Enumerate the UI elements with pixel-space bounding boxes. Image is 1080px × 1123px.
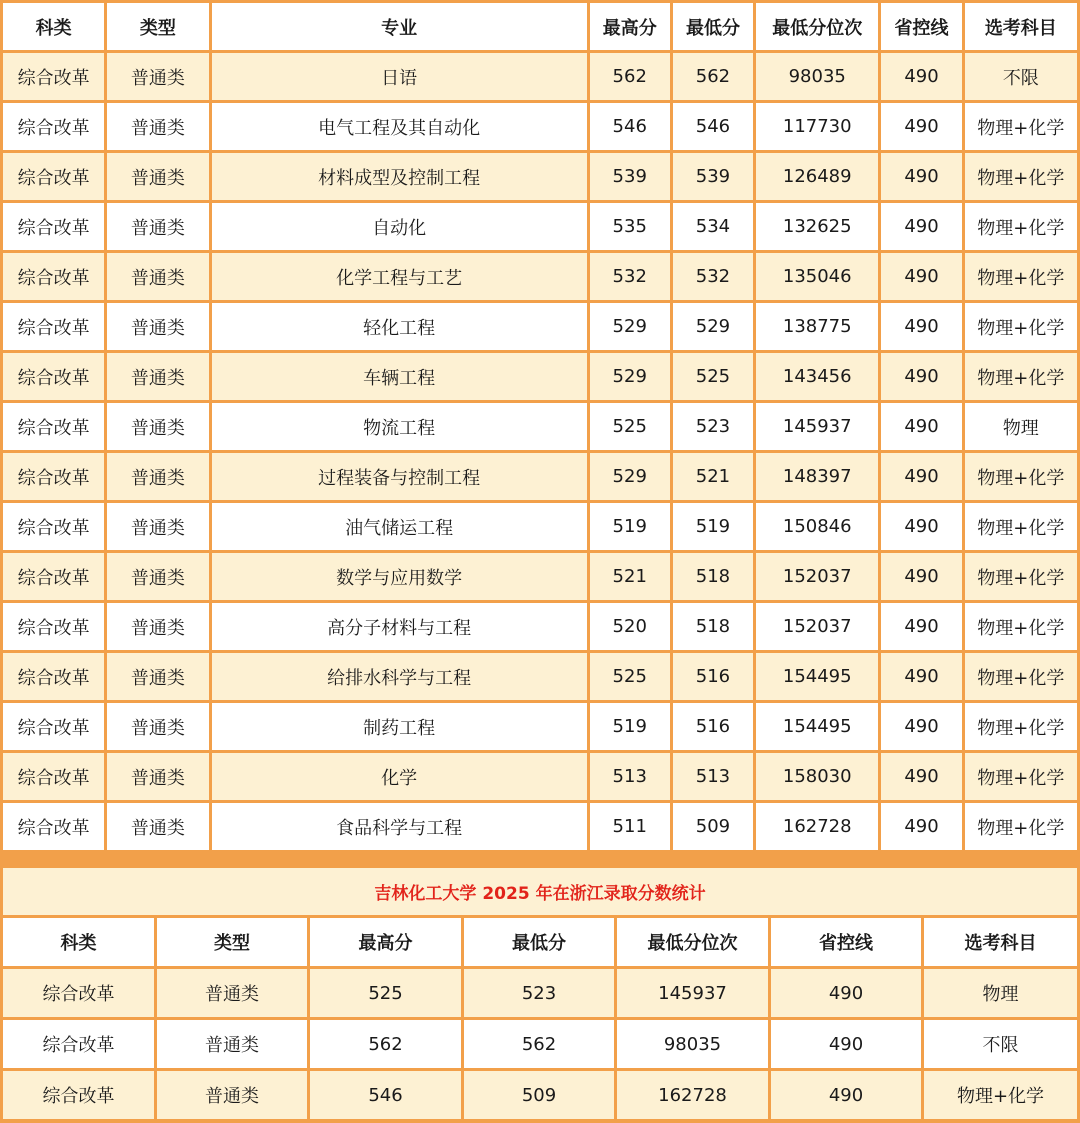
cell-control-line: 490 — [881, 703, 961, 750]
cell-subjects: 物理+化学 — [965, 153, 1077, 200]
summary-header-min-rank: 最低分位次 — [617, 918, 768, 966]
cell-type: 普通类 — [107, 103, 208, 150]
summary-table-header-row — [3, 918, 1077, 966]
table-row — [3, 969, 1077, 1017]
major-table-header-row — [3, 3, 1077, 50]
cell-min-rank: 98035 — [617, 1020, 768, 1068]
cell-category: 综合改革 — [3, 203, 104, 250]
cell-min-score: 521 — [673, 453, 753, 500]
header-major: 专业 — [212, 3, 587, 50]
cell-major: 物流工程 — [212, 403, 587, 450]
cell-control-line: 490 — [881, 403, 961, 450]
cell-max-score: 525 — [310, 969, 461, 1017]
summary-header-category: 科类 — [3, 918, 154, 966]
header-max-score: 最高分 — [590, 3, 670, 50]
cell-major: 轻化工程 — [212, 303, 587, 350]
cell-min-rank: 138775 — [756, 303, 878, 350]
summary-header-control-line: 省控线 — [771, 918, 921, 966]
cell-category: 综合改革 — [3, 303, 104, 350]
table-row — [3, 603, 1077, 650]
cell-subjects: 不限 — [965, 53, 1077, 100]
cell-category: 综合改革 — [3, 53, 104, 100]
cell-control-line: 490 — [881, 803, 961, 850]
cell-major: 自动化 — [212, 203, 587, 250]
cell-subjects: 物理+化学 — [965, 303, 1077, 350]
cell-subjects: 物理+化学 — [965, 603, 1077, 650]
table-row — [3, 653, 1077, 700]
cell-min-score: 562 — [673, 53, 753, 100]
table-row — [3, 303, 1077, 350]
cell-control-line: 490 — [881, 303, 961, 350]
cell-type: 普通类 — [107, 603, 208, 650]
cell-min-rank: 148397 — [756, 453, 878, 500]
cell-type: 普通类 — [107, 653, 208, 700]
table-row — [3, 253, 1077, 300]
cell-max-score: 521 — [590, 553, 670, 600]
table-row — [3, 753, 1077, 800]
cell-category: 综合改革 — [3, 253, 104, 300]
cell-type: 普通类 — [157, 969, 307, 1017]
cell-control-line: 490 — [881, 453, 961, 500]
cell-category: 综合改革 — [3, 753, 104, 800]
cell-control-line: 490 — [881, 253, 961, 300]
cell-min-rank: 152037 — [756, 553, 878, 600]
cell-major: 制药工程 — [212, 703, 587, 750]
cell-major: 油气储运工程 — [212, 503, 587, 550]
cell-subjects: 物理 — [965, 403, 1077, 450]
cell-subjects: 物理 — [924, 969, 1077, 1017]
cell-min-rank: 143456 — [756, 353, 878, 400]
table-row — [3, 203, 1077, 250]
table-row — [3, 453, 1077, 500]
summary-score-table — [0, 915, 1080, 1122]
summary-title: 吉林化工大学 2025 年在浙江录取分数统计 — [3, 868, 1077, 915]
header-category: 科类 — [3, 3, 104, 50]
cell-min-score: 546 — [673, 103, 753, 150]
cell-category: 综合改革 — [3, 653, 104, 700]
cell-max-score: 519 — [590, 703, 670, 750]
cell-subjects: 物理+化学 — [965, 253, 1077, 300]
cell-category: 综合改革 — [3, 603, 104, 650]
cell-min-score: 539 — [673, 153, 753, 200]
table-row — [3, 703, 1077, 750]
cell-major: 数学与应用数学 — [212, 553, 587, 600]
cell-type: 普通类 — [107, 503, 208, 550]
cell-max-score: 539 — [590, 153, 670, 200]
table-row — [3, 553, 1077, 600]
cell-type: 普通类 — [107, 703, 208, 750]
cell-major: 过程装备与控制工程 — [212, 453, 587, 500]
cell-control-line: 490 — [771, 969, 921, 1017]
cell-max-score: 529 — [590, 303, 670, 350]
cell-type: 普通类 — [107, 803, 208, 850]
cell-control-line: 490 — [881, 603, 961, 650]
cell-min-rank: 117730 — [756, 103, 878, 150]
cell-category: 综合改革 — [3, 153, 104, 200]
cell-max-score: 546 — [590, 103, 670, 150]
cell-control-line: 490 — [771, 1071, 921, 1119]
cell-control-line: 490 — [881, 203, 961, 250]
cell-max-score: 532 — [590, 253, 670, 300]
cell-min-score: 516 — [673, 703, 753, 750]
cell-type: 普通类 — [107, 153, 208, 200]
cell-type: 普通类 — [107, 403, 208, 450]
cell-max-score: 511 — [590, 803, 670, 850]
header-control-line: 省控线 — [881, 3, 961, 50]
cell-major: 给排水科学与工程 — [212, 653, 587, 700]
cell-type: 普通类 — [107, 453, 208, 500]
table-row — [3, 53, 1077, 100]
cell-min-rank: 154495 — [756, 703, 878, 750]
cell-subjects: 物理+化学 — [924, 1071, 1077, 1119]
cell-min-rank: 126489 — [756, 153, 878, 200]
cell-category: 综合改革 — [3, 403, 104, 450]
cell-type: 普通类 — [107, 253, 208, 300]
cell-control-line: 490 — [881, 53, 961, 100]
cell-type: 普通类 — [107, 753, 208, 800]
cell-max-score: 525 — [590, 403, 670, 450]
cell-control-line: 490 — [881, 353, 961, 400]
cell-major: 日语 — [212, 53, 587, 100]
table-row — [3, 403, 1077, 450]
table-row — [3, 1020, 1077, 1068]
cell-min-rank: 162728 — [756, 803, 878, 850]
cell-type: 普通类 — [157, 1071, 307, 1119]
table-row — [3, 153, 1077, 200]
cell-major: 化学工程与工艺 — [212, 253, 587, 300]
cell-min-rank: 145937 — [617, 969, 768, 1017]
cell-min-rank: 158030 — [756, 753, 878, 800]
cell-category: 综合改革 — [3, 103, 104, 150]
cell-subjects: 物理+化学 — [965, 553, 1077, 600]
cell-subjects: 物理+化学 — [965, 703, 1077, 750]
cell-control-line: 490 — [881, 153, 961, 200]
cell-subjects: 物理+化学 — [965, 453, 1077, 500]
cell-major: 材料成型及控制工程 — [212, 153, 587, 200]
cell-max-score: 562 — [590, 53, 670, 100]
cell-major: 食品科学与工程 — [212, 803, 587, 850]
cell-max-score: 525 — [590, 653, 670, 700]
cell-max-score: 529 — [590, 353, 670, 400]
cell-min-score: 523 — [673, 403, 753, 450]
cell-control-line: 490 — [881, 553, 961, 600]
table-row — [3, 353, 1077, 400]
cell-min-score: 532 — [673, 253, 753, 300]
cell-major: 化学 — [212, 753, 587, 800]
summary-header-type: 类型 — [157, 918, 307, 966]
cell-category: 综合改革 — [3, 1020, 154, 1068]
table-row — [3, 803, 1077, 850]
cell-min-rank: 152037 — [756, 603, 878, 650]
cell-min-score: 519 — [673, 503, 753, 550]
cell-max-score: 535 — [590, 203, 670, 250]
cell-control-line: 490 — [881, 653, 961, 700]
cell-min-score: 534 — [673, 203, 753, 250]
cell-subjects: 物理+化学 — [965, 503, 1077, 550]
cell-min-rank: 150846 — [756, 503, 878, 550]
cell-type: 普通类 — [157, 1020, 307, 1068]
header-type: 类型 — [107, 3, 208, 50]
cell-max-score: 513 — [590, 753, 670, 800]
cell-type: 普通类 — [107, 303, 208, 350]
cell-subjects: 物理+化学 — [965, 803, 1077, 850]
cell-subjects: 物理+化学 — [965, 103, 1077, 150]
cell-type: 普通类 — [107, 203, 208, 250]
cell-min-rank: 145937 — [756, 403, 878, 450]
cell-subjects: 不限 — [924, 1020, 1077, 1068]
header-subjects: 选考科目 — [965, 3, 1077, 50]
cell-max-score: 562 — [310, 1020, 461, 1068]
cell-major: 高分子材料与工程 — [212, 603, 587, 650]
cell-subjects: 物理+化学 — [965, 203, 1077, 250]
cell-min-score: 513 — [673, 753, 753, 800]
cell-min-rank: 98035 — [756, 53, 878, 100]
cell-subjects: 物理+化学 — [965, 753, 1077, 800]
cell-min-score: 562 — [464, 1020, 614, 1068]
cell-control-line: 490 — [881, 103, 961, 150]
table-row — [3, 103, 1077, 150]
cell-min-score: 509 — [464, 1071, 614, 1119]
cell-category: 综合改革 — [3, 353, 104, 400]
table-row — [3, 1071, 1077, 1119]
cell-min-score: 525 — [673, 353, 753, 400]
cell-min-score: 516 — [673, 653, 753, 700]
cell-min-score: 523 — [464, 969, 614, 1017]
header-min-score: 最低分 — [673, 3, 753, 50]
summary-header-subjects: 选考科目 — [924, 918, 1077, 966]
cell-subjects: 物理+化学 — [965, 353, 1077, 400]
cell-major: 电气工程及其自动化 — [212, 103, 587, 150]
cell-min-rank: 154495 — [756, 653, 878, 700]
cell-min-score: 518 — [673, 603, 753, 650]
table-row — [3, 503, 1077, 550]
cell-category: 综合改革 — [3, 503, 104, 550]
cell-min-score: 518 — [673, 553, 753, 600]
cell-type: 普通类 — [107, 53, 208, 100]
cell-category: 综合改革 — [3, 553, 104, 600]
header-min-rank: 最低分位次 — [756, 3, 878, 50]
cell-max-score: 519 — [590, 503, 670, 550]
cell-category: 综合改革 — [3, 703, 104, 750]
cell-max-score: 546 — [310, 1071, 461, 1119]
cell-type: 普通类 — [107, 553, 208, 600]
summary-header-min-score: 最低分 — [464, 918, 614, 966]
cell-min-rank: 132625 — [756, 203, 878, 250]
cell-control-line: 490 — [881, 503, 961, 550]
cell-min-rank: 162728 — [617, 1071, 768, 1119]
cell-max-score: 520 — [590, 603, 670, 650]
cell-type: 普通类 — [107, 353, 208, 400]
cell-subjects: 物理+化学 — [965, 653, 1077, 700]
cell-control-line: 490 — [771, 1020, 921, 1068]
cell-min-rank: 135046 — [756, 253, 878, 300]
cell-control-line: 490 — [881, 753, 961, 800]
cell-min-score: 529 — [673, 303, 753, 350]
cell-category: 综合改革 — [3, 969, 154, 1017]
cell-major: 车辆工程 — [212, 353, 587, 400]
cell-category: 综合改革 — [3, 1071, 154, 1119]
cell-category: 综合改革 — [3, 453, 104, 500]
cell-min-score: 509 — [673, 803, 753, 850]
cell-max-score: 529 — [590, 453, 670, 500]
summary-header-max-score: 最高分 — [310, 918, 461, 966]
cell-category: 综合改革 — [3, 803, 104, 850]
